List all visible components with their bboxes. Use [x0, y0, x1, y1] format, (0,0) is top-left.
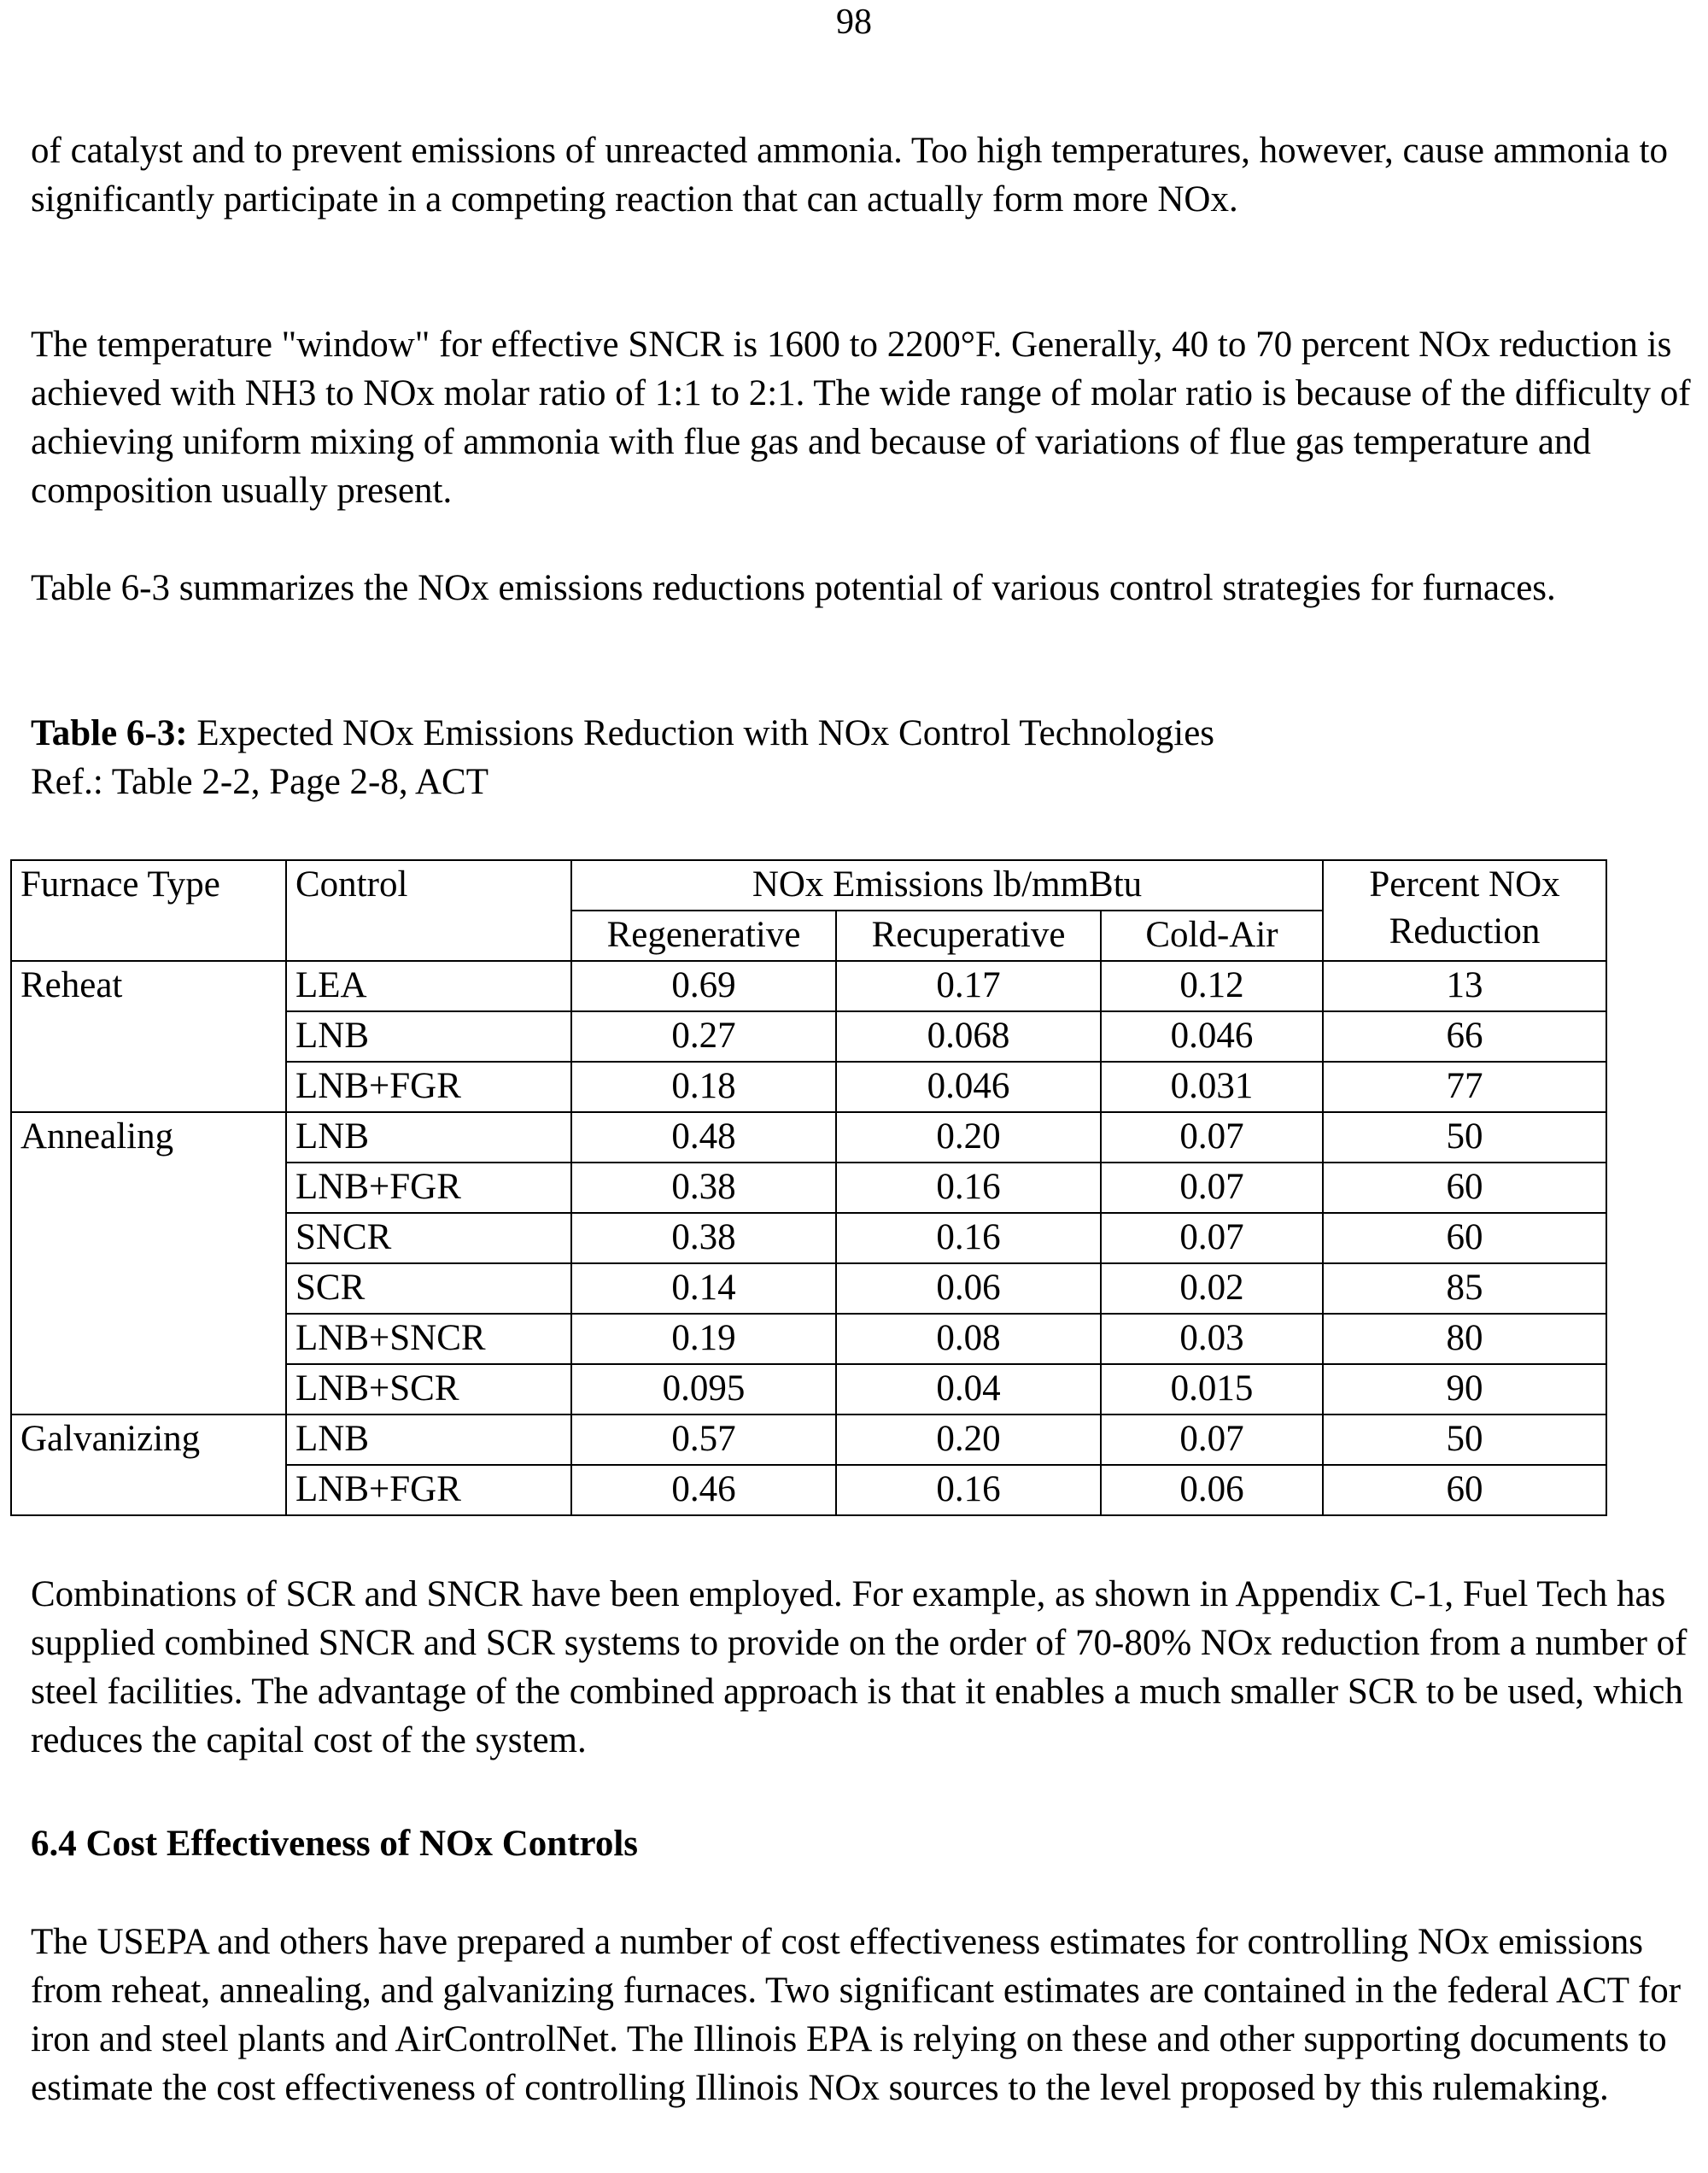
cell-control: LEA	[286, 961, 571, 1011]
header-cold-air: Cold-Air	[1101, 911, 1323, 961]
cell-control: SNCR	[286, 1213, 571, 1263]
cell-cold-air: 0.02	[1101, 1263, 1323, 1314]
header-percent-line2: Reduction	[1389, 911, 1541, 952]
table-header-row	[11, 860, 1606, 911]
table-caption-ref: Ref.: Table 2-2, Page 2-8, ACT	[31, 762, 488, 802]
cell-furnace-type	[11, 1364, 286, 1414]
cell-furnace-type: Galvanizing	[11, 1414, 286, 1465]
table-caption-label: Table 6-3:	[31, 713, 188, 753]
cell-cold-air: 0.031	[1101, 1062, 1323, 1112]
cell-regenerative: 0.095	[571, 1364, 836, 1414]
cell-recuperative: 0.068	[836, 1011, 1101, 1062]
cell-control: SCR	[286, 1263, 571, 1314]
table-caption	[31, 709, 1696, 806]
cell-regenerative: 0.18	[571, 1062, 836, 1112]
header-percent-line1: Percent NOx	[1369, 864, 1560, 905]
cell-cold-air: 0.07	[1101, 1414, 1323, 1465]
page-number: 98	[836, 3, 872, 42]
paragraph-cost-effectiveness: The USEPA and others have prepared a number of cost effectiveness estimates for controlling NOx emissions from reheat, annealing, and galvanizing furnaces. Two significant estimates are contained in the federal ACT for iron and steel plants and AirControlNet. The Illinois EPA is relying on these and other supporting documents to estimate the cost effectiveness of controlling Illinois NOx sources to the level proposed by this rulemaking.	[31, 1922, 1682, 2108]
header-recuperative: Recuperative	[836, 911, 1101, 961]
cell-regenerative: 0.48	[571, 1112, 836, 1163]
header-regenerative: Regenerative	[571, 911, 836, 961]
table-row	[11, 1213, 1606, 1263]
paragraph-combinations: Combinations of SCR and SNCR have been employed. For example, as shown in Appendix C-1, Fuel Tech has supplied combined SNCR and SCR systems to provide on the order of 70-80% NOx reduction from a number of steel facilities. The advantage of the combined approach is that it enables a much smaller SCR to be used, which reduces the capital cost of the system.	[31, 1574, 1688, 1760]
cell-furnace-type	[11, 1465, 286, 1515]
cell-recuperative: 0.046	[836, 1062, 1101, 1112]
cell-percent-reduction: 60	[1323, 1163, 1606, 1213]
table-row	[11, 961, 1606, 1011]
cell-regenerative: 0.57	[571, 1414, 836, 1465]
section-heading: 6.4 Cost Effectiveness of NOx Controls	[31, 1824, 639, 1864]
cell-regenerative: 0.27	[571, 1011, 836, 1062]
cell-percent-reduction: 80	[1323, 1314, 1606, 1364]
table-row	[11, 1263, 1606, 1314]
cell-control: LNB+FGR	[286, 1465, 571, 1515]
cell-percent-reduction: 66	[1323, 1011, 1606, 1062]
cell-furnace-type	[11, 1062, 286, 1112]
cell-furnace-type: Reheat	[11, 961, 286, 1011]
paragraph-catalyst: of catalyst and to prevent emissions of unreacted ammonia. Too high temperatures, however, cause ammonia to significantly participate in a competing reaction that can actually form more NOx.	[31, 131, 1668, 220]
cell-regenerative: 0.38	[571, 1213, 836, 1263]
cell-recuperative: 0.16	[836, 1163, 1101, 1213]
cell-cold-air: 0.06	[1101, 1465, 1323, 1515]
cell-cold-air: 0.015	[1101, 1364, 1323, 1414]
cell-recuperative: 0.20	[836, 1414, 1101, 1465]
cell-control: LNB+SNCR	[286, 1314, 571, 1364]
cell-percent-reduction: 50	[1323, 1112, 1606, 1163]
table-row	[11, 1364, 1606, 1414]
cell-cold-air: 0.046	[1101, 1011, 1323, 1062]
table-row	[11, 1062, 1606, 1112]
cell-furnace-type: Annealing	[11, 1112, 286, 1163]
cell-regenerative: 0.46	[571, 1465, 836, 1515]
cell-control: LNB	[286, 1011, 571, 1062]
cell-recuperative: 0.08	[836, 1314, 1101, 1364]
cell-percent-reduction: 77	[1323, 1062, 1606, 1112]
cell-furnace-type	[11, 1163, 286, 1213]
nox-reduction-table	[10, 859, 1607, 1516]
header-control: Control	[286, 860, 571, 961]
cell-recuperative: 0.16	[836, 1213, 1101, 1263]
cell-percent-reduction: 60	[1323, 1465, 1606, 1515]
cell-furnace-type	[11, 1314, 286, 1364]
header-percent-reduction	[1323, 860, 1606, 961]
cell-recuperative: 0.17	[836, 961, 1101, 1011]
cell-control: LNB+FGR	[286, 1062, 571, 1112]
cell-furnace-type	[11, 1213, 286, 1263]
cell-cold-air: 0.07	[1101, 1112, 1323, 1163]
cell-percent-reduction: 90	[1323, 1364, 1606, 1414]
cell-cold-air: 0.03	[1101, 1314, 1323, 1364]
cell-regenerative: 0.14	[571, 1263, 836, 1314]
cell-recuperative: 0.06	[836, 1263, 1101, 1314]
paragraph-table-intro: Table 6-3 summarizes the NOx emissions reductions potential of various control strategies for furnaces.	[31, 568, 1556, 608]
cell-control: LNB+SCR	[286, 1364, 571, 1414]
cell-cold-air: 0.07	[1101, 1213, 1323, 1263]
cell-furnace-type	[11, 1263, 286, 1314]
table-row	[11, 1163, 1606, 1213]
table-row	[11, 1314, 1606, 1364]
cell-percent-reduction: 50	[1323, 1414, 1606, 1465]
table-row	[11, 1414, 1606, 1465]
cell-cold-air: 0.12	[1101, 961, 1323, 1011]
cell-control: LNB+FGR	[286, 1163, 571, 1213]
cell-recuperative: 0.04	[836, 1364, 1101, 1414]
cell-percent-reduction: 85	[1323, 1263, 1606, 1314]
paragraph-temperature-window: The temperature "window" for effective SNCR is 1600 to 2200°F. Generally, 40 to 70 percent NOx reduction is achieved with NH3 to NOx molar ratio of 1:1 to 2:1. The wide range of molar ratio is because of the difficulty of achieving uniform mixing of ammonia with flue gas and because of variations of flue gas temperature and composition usually present.	[31, 325, 1691, 511]
cell-recuperative: 0.20	[836, 1112, 1101, 1163]
cell-regenerative: 0.69	[571, 961, 836, 1011]
header-emissions-group: NOx Emissions lb/mmBtu	[571, 860, 1323, 911]
cell-cold-air: 0.07	[1101, 1163, 1323, 1213]
cell-regenerative: 0.38	[571, 1163, 836, 1213]
table-caption-title: Expected NOx Emissions Reduction with NOx Control Technologies	[187, 713, 1215, 753]
table-row	[11, 1011, 1606, 1062]
cell-control: LNB	[286, 1112, 571, 1163]
table-row	[11, 1465, 1606, 1515]
table-row	[11, 1112, 1606, 1163]
cell-percent-reduction: 13	[1323, 961, 1606, 1011]
cell-recuperative: 0.16	[836, 1465, 1101, 1515]
header-furnace-type: Furnace Type	[11, 860, 286, 961]
cell-furnace-type	[11, 1011, 286, 1062]
cell-control: LNB	[286, 1414, 571, 1465]
cell-percent-reduction: 60	[1323, 1213, 1606, 1263]
cell-regenerative: 0.19	[571, 1314, 836, 1364]
